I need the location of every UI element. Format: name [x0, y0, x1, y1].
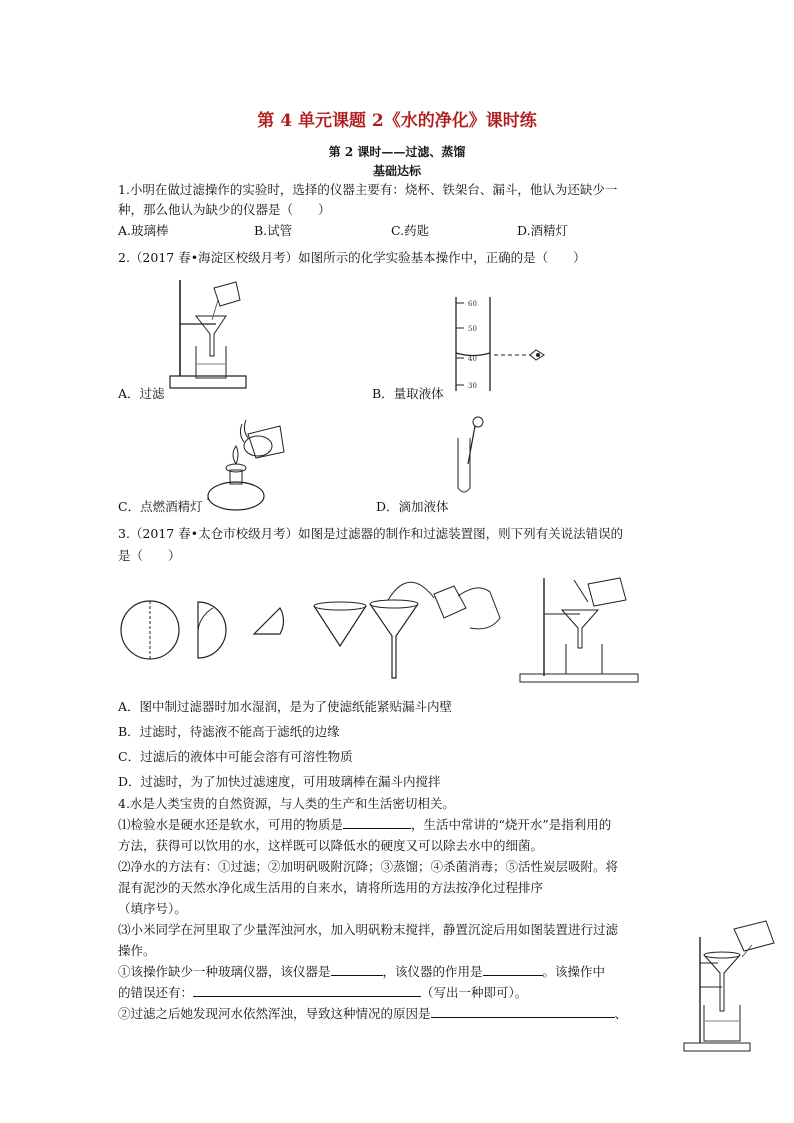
cylinder-tick-50: 50 [468, 325, 477, 333]
q2-stem: 2.（2017 春•海淀区校级月考）如图所示的化学实验基本操作中，正确的是（ ） [118, 250, 586, 265]
q4-part3-text-f: ②过滤之后她发现河水依然浑浊，导致这种情况的原因是 [118, 1006, 431, 1021]
q4-part3-text-a: ①该操作缺少一种玻璃仪器，该仪器是 [118, 964, 331, 979]
filter-making-figure [118, 578, 638, 688]
page-title: 第 4 单元课题 2《水的净化》课时练 [257, 111, 537, 131]
q4-part3-text-e: （写出一种即可）。 [421, 985, 528, 1000]
q1-stem-line1: 1.小明在做过滤操作的实验时，选择的仪器主要有：烧杯、铁架台、漏斗，他认为还缺少一 [118, 182, 618, 197]
q4-intro: 4.水是人类宝贵的自然资源，与人类的生产和生活密切相关。 [118, 796, 455, 811]
graduated-cylinder-figure [438, 295, 548, 395]
q4-part1-line1 [118, 816, 611, 834]
q3-stem-line2: 是（ ） [118, 548, 181, 563]
q4-part3-text-g: 、 [614, 1006, 628, 1021]
q4-part2-line2: 混有泥沙的天然水净化成生活用的自来水，请将所选用的方法按净化过程排序 [118, 880, 544, 895]
river-water-filtration-figure [682, 915, 778, 1055]
q3-stem-line1: 3.（2017 春•太仓市校级月考）如图是过滤器的制作和过滤装置图，则下列有关说法错误的 [118, 526, 624, 541]
q4-part3-line3 [118, 963, 605, 981]
operation-error-blank[interactable] [193, 984, 421, 997]
q1-option-d: D.酒精灯 [517, 223, 569, 238]
q2-option-d: D．滴加液体 [376, 499, 449, 514]
q1-option-a: A.玻璃棒 [118, 223, 169, 238]
q2-option-b: B．量取液体 [372, 386, 444, 401]
q4-part3-text-d: 的错误还有： [118, 985, 194, 1000]
q3-option-a: A．图中制过滤器时加水湿润，是为了使滤纸能紧贴漏斗内壁 [118, 699, 453, 714]
q4-part1-line2: 方法，获得可以饮用的水，这样既可以降低水的硬度又可以除去水中的细菌。 [118, 838, 544, 853]
q1-stem-line2: 种，那么他认为缺少的仪器是（ ） [118, 202, 331, 217]
q4-part2-line1: ⑵净水的方法有：①过滤；②加明矾吸附沉降；③蒸馏；④杀菌消毒；⑤活性炭层吸附。将 [118, 859, 619, 874]
q2-option-c: C．点燃酒精灯 [118, 499, 203, 514]
section-heading: 基础达标 [372, 164, 421, 178]
q4-part3-text-b: ，该仪器的作用是 [382, 964, 483, 979]
turbidity-reason-blank[interactable] [431, 1005, 615, 1018]
filtration-figure [168, 276, 248, 392]
q4-part3-line1: ⑶小米同学在河里取了少量浑浊河水，加入明矾粉末搅拌，静置沉淀后用如图装置进行过滤 [118, 922, 619, 937]
q3-option-d: D．过滤时，为了加快过滤速度，可用玻璃棒在漏斗内搅拌 [118, 774, 441, 789]
cylinder-tick-30: 30 [468, 382, 477, 390]
dropper-figure [448, 416, 488, 496]
q4-part1-text-b: ，生活中常讲的“烧开水”是指利用的 [411, 817, 612, 832]
q4-part3-text-c: 。该操作中 [542, 964, 606, 979]
cylinder-tick-60: 60 [468, 300, 477, 308]
hard-water-test-blank[interactable] [343, 816, 411, 829]
q1-option-b: B.试管 [254, 223, 293, 238]
q4-part1-text-a: ⑴检验水是硬水还是软水，可用的物质是 [118, 817, 344, 832]
q2-option-a: A．过滤 [118, 386, 165, 401]
q3-option-c: C．过滤后的液体中可能会溶有可溶性物质 [118, 749, 353, 764]
q4-part3-line2: 操作。 [118, 943, 156, 958]
lesson-subtitle: 第 2 课时——过滤、蒸馏 [328, 145, 466, 159]
q3-option-b: B．过滤时，待滤液不能高于滤纸的边缘 [118, 724, 340, 739]
q4-part3-line5 [118, 1005, 627, 1023]
q1-option-c: C.药匙 [391, 223, 430, 238]
instrument-function-blank[interactable] [483, 963, 543, 976]
missing-instrument-blank[interactable] [331, 963, 383, 976]
q4-part2-line3: （填序号）。 [118, 901, 187, 916]
q4-part3-line4 [118, 984, 527, 1002]
alcohol-lamp-figure [200, 418, 286, 514]
cylinder-tick-40: 40 [468, 355, 477, 363]
